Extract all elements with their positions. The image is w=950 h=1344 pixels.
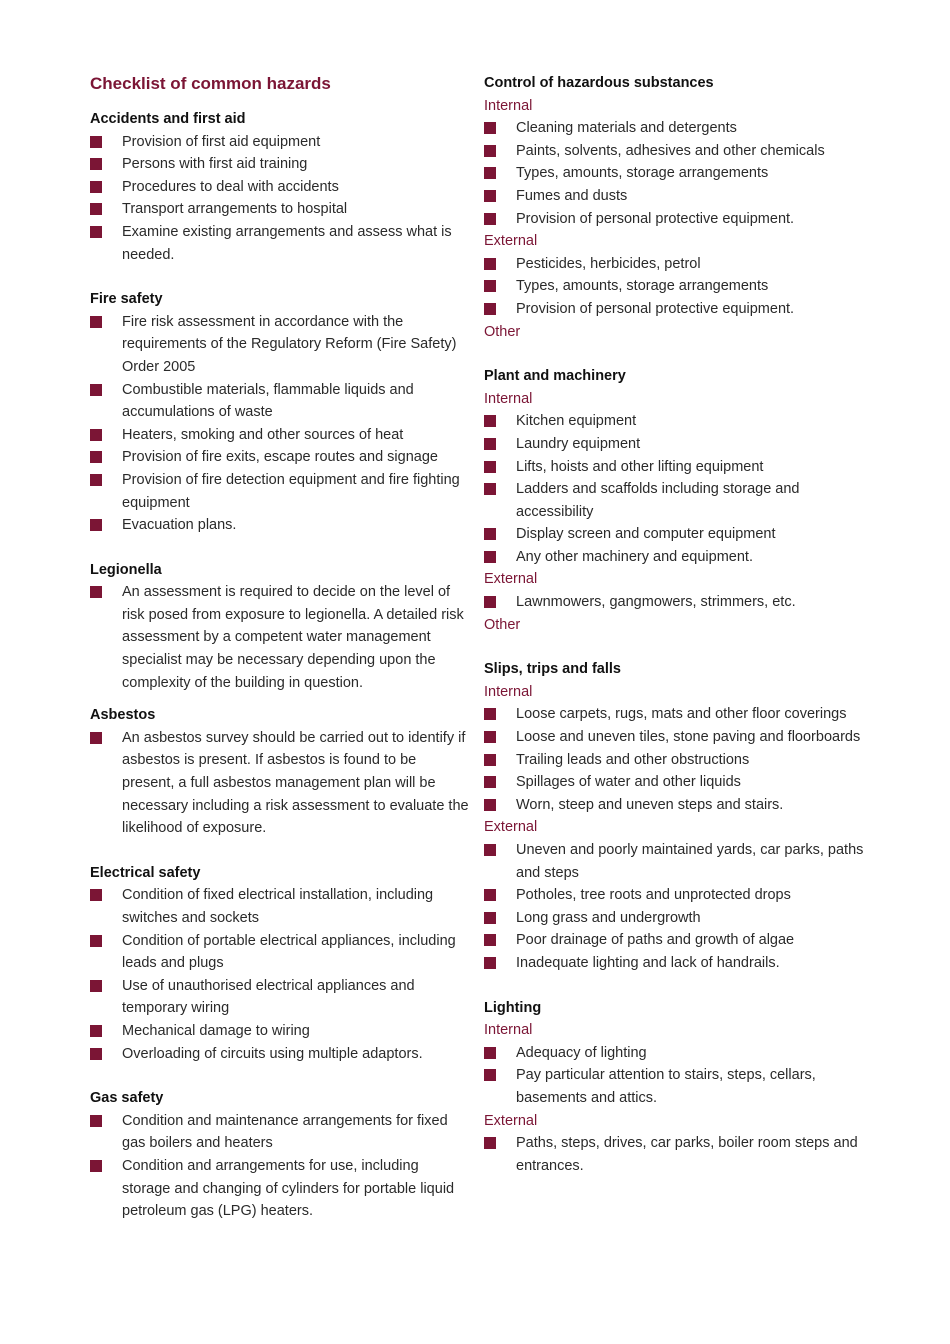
list-item-text: Any other machinery and equipment. bbox=[516, 548, 753, 565]
list-item-text: Long grass and undergrowth bbox=[516, 909, 701, 926]
square-bullet-icon bbox=[484, 957, 496, 969]
square-bullet-icon bbox=[90, 181, 102, 193]
square-bullet-icon bbox=[90, 1025, 102, 1037]
list-item bbox=[90, 1110, 470, 1155]
page-title: Checklist of common hazards bbox=[90, 74, 331, 93]
section-electrical-safety bbox=[90, 862, 470, 1065]
list-item bbox=[90, 311, 470, 379]
checklist bbox=[484, 703, 874, 816]
list-item-text: Display screen and computer equipment bbox=[516, 526, 776, 543]
list-item-text: Trailing leads and other obstructions bbox=[516, 751, 750, 768]
section-heading: Control of hazardous substances bbox=[484, 75, 714, 91]
checklist bbox=[484, 1042, 874, 1110]
list-item-text: Provision of first aid equipment bbox=[122, 133, 321, 150]
list-item bbox=[90, 131, 470, 154]
checklist bbox=[90, 727, 470, 840]
section-fire-safety bbox=[90, 288, 470, 537]
list-item-text: Lifts, hoists and other lifting equipment bbox=[516, 458, 764, 475]
checklist bbox=[90, 131, 470, 267]
list-item bbox=[484, 703, 874, 726]
list-item-text: Loose and uneven tiles, stone paving and floorboards bbox=[516, 729, 861, 746]
list-item-text: Types, amounts, storage arrangements bbox=[516, 278, 769, 295]
checklist bbox=[90, 581, 470, 694]
square-bullet-icon bbox=[484, 258, 496, 270]
list-item bbox=[484, 140, 874, 163]
square-bullet-icon bbox=[90, 519, 102, 531]
list-item-text: An assessment is required to decide on the level of risk posed from exposure to legionella. A detailed risk assessment by a competent water management specialist may be necessary depending upon the complexity of the building in question. bbox=[122, 584, 464, 691]
list-item-text: Condition and arrangements for use, including storage and changing of cylinders for portable liquid petroleum gas (LPG) heaters. bbox=[122, 1157, 455, 1220]
list-item bbox=[484, 253, 874, 276]
subheading-external: External bbox=[484, 233, 538, 250]
section-heading: Lighting bbox=[484, 999, 542, 1016]
square-bullet-icon bbox=[484, 280, 496, 292]
square-bullet-icon bbox=[90, 586, 102, 598]
list-item bbox=[484, 749, 874, 772]
square-bullet-icon bbox=[484, 596, 496, 608]
list-item-text: Heaters, smoking and other sources of heat bbox=[122, 426, 404, 443]
list-item-text: Loose carpets, rugs, mats and other floor coverings bbox=[516, 706, 847, 723]
section-heading: Slips, trips and falls bbox=[484, 661, 621, 678]
left-column bbox=[90, 72, 470, 1245]
square-bullet-icon bbox=[484, 190, 496, 202]
list-item-text: Provision of fire detection equipment and fire fighting equipment bbox=[122, 471, 460, 511]
list-item bbox=[90, 1020, 470, 1043]
list-item bbox=[90, 727, 470, 840]
subheading-internal: Internal bbox=[484, 1022, 533, 1039]
subheading-external: External bbox=[484, 1112, 538, 1129]
list-item bbox=[484, 952, 874, 975]
list-item bbox=[90, 469, 470, 514]
square-bullet-icon bbox=[90, 474, 102, 486]
list-item bbox=[484, 433, 874, 456]
square-bullet-icon bbox=[484, 483, 496, 495]
section-heading: Asbestos bbox=[90, 707, 156, 724]
list-item-text: Condition of portable electrical appliances, including leads and plugs bbox=[122, 932, 456, 972]
list-item bbox=[484, 907, 874, 930]
right-sections bbox=[484, 72, 874, 1177]
square-bullet-icon bbox=[484, 1137, 496, 1149]
list-item bbox=[484, 929, 874, 952]
square-bullet-icon bbox=[484, 708, 496, 720]
list-item bbox=[484, 1042, 874, 1065]
square-bullet-icon bbox=[484, 415, 496, 427]
section-heading: Gas safety bbox=[90, 1090, 164, 1107]
square-bullet-icon bbox=[484, 776, 496, 788]
checklist bbox=[484, 839, 874, 975]
list-item bbox=[484, 456, 874, 479]
list-item-text: Use of unauthorised electrical appliances and temporary wiring bbox=[122, 977, 415, 1017]
list-item bbox=[90, 198, 470, 221]
list-item-text: Condition and maintenance arrangements for fixed gas boilers and heaters bbox=[122, 1112, 448, 1152]
section-legionella bbox=[90, 559, 470, 695]
section-heading: Accidents and first aid bbox=[90, 111, 246, 127]
square-bullet-icon bbox=[90, 429, 102, 441]
square-bullet-icon bbox=[484, 731, 496, 743]
list-item-text: Overloading of circuits using multiple adaptors. bbox=[122, 1045, 423, 1062]
list-item bbox=[484, 591, 874, 614]
checklist bbox=[484, 410, 874, 568]
list-item-text: Persons with first aid training bbox=[122, 156, 308, 173]
list-item-text: Transport arrangements to hospital bbox=[122, 201, 348, 218]
subheading-external: External bbox=[484, 819, 538, 836]
section-heading: Fire safety bbox=[90, 291, 163, 308]
list-item bbox=[484, 1064, 874, 1109]
list-item bbox=[484, 794, 874, 817]
section-heading: Plant and machinery bbox=[484, 368, 626, 385]
square-bullet-icon bbox=[484, 799, 496, 811]
subheading-internal: Internal bbox=[484, 97, 533, 114]
checklist bbox=[484, 253, 874, 321]
list-item-text: Condition of fixed electrical installation, including switches and sockets bbox=[122, 887, 434, 926]
square-bullet-icon bbox=[484, 934, 496, 946]
section-accidents-and-first-aid bbox=[90, 108, 470, 266]
list-item bbox=[484, 275, 874, 298]
list-item bbox=[484, 185, 874, 208]
section-gas-safety bbox=[90, 1087, 470, 1223]
checklist bbox=[484, 117, 874, 230]
list-item-text: Provision of personal protective equipment. bbox=[516, 210, 795, 227]
square-bullet-icon bbox=[484, 528, 496, 540]
list-item-text: Kitchen equipment bbox=[516, 413, 637, 430]
list-item-text: Provision of personal protective equipment. bbox=[516, 300, 795, 317]
list-item bbox=[90, 424, 470, 447]
square-bullet-icon bbox=[90, 935, 102, 947]
list-item bbox=[484, 884, 874, 907]
section-control-of-hazardous-substances bbox=[484, 72, 874, 343]
list-item bbox=[484, 726, 874, 749]
list-item bbox=[90, 153, 470, 176]
square-bullet-icon bbox=[484, 438, 496, 450]
right-column bbox=[484, 72, 874, 1199]
list-item-text: Inadequate lighting and lack of handrails. bbox=[516, 954, 780, 971]
list-item-text: Mechanical damage to wiring bbox=[122, 1022, 310, 1039]
list-item-text: Adequacy of lighting bbox=[516, 1044, 647, 1061]
list-item bbox=[484, 1132, 874, 1177]
list-item bbox=[90, 930, 470, 975]
subheading-internal: Internal bbox=[484, 390, 533, 407]
square-bullet-icon bbox=[484, 145, 496, 157]
square-bullet-icon bbox=[90, 451, 102, 463]
square-bullet-icon bbox=[90, 1115, 102, 1127]
list-item bbox=[484, 117, 874, 140]
list-item-text: Evacuation plans. bbox=[122, 517, 237, 534]
list-item-text: Worn, steep and uneven steps and stairs. bbox=[516, 796, 784, 813]
square-bullet-icon bbox=[484, 889, 496, 901]
list-item bbox=[90, 1155, 470, 1223]
list-item bbox=[484, 839, 874, 884]
list-item bbox=[484, 162, 874, 185]
square-bullet-icon bbox=[90, 316, 102, 328]
square-bullet-icon bbox=[484, 551, 496, 563]
list-item-text: Paths, steps, drives, car parks, boiler room steps and entrances. bbox=[516, 1135, 858, 1174]
checklist bbox=[90, 884, 470, 1065]
square-bullet-icon bbox=[484, 844, 496, 856]
list-item bbox=[90, 975, 470, 1020]
list-item bbox=[484, 298, 874, 321]
list-item-text: Poor drainage of paths and growth of algae bbox=[516, 932, 795, 949]
list-item-text: Fumes and dusts bbox=[516, 187, 628, 204]
square-bullet-icon bbox=[90, 384, 102, 396]
list-item bbox=[484, 546, 874, 569]
list-item-text: Fire risk assessment in accordance with the requirements of the Regulatory Reform (Fire Safety) Order 2005 bbox=[122, 313, 457, 375]
list-item bbox=[90, 379, 470, 424]
section-heading: Legionella bbox=[90, 561, 162, 578]
square-bullet-icon bbox=[90, 1048, 102, 1060]
list-item bbox=[90, 514, 470, 537]
list-item bbox=[484, 208, 874, 231]
subheading-other: Other bbox=[484, 616, 521, 633]
list-item-text: Cleaning materials and detergents bbox=[516, 120, 737, 137]
square-bullet-icon bbox=[90, 732, 102, 744]
list-item-text: Provision of fire exits, escape routes and signage bbox=[122, 449, 438, 466]
list-item-text: Potholes, tree roots and unprotected drops bbox=[516, 887, 791, 904]
list-item bbox=[484, 523, 874, 546]
list-item bbox=[484, 410, 874, 433]
section-heading: Electrical safety bbox=[90, 864, 201, 881]
left-sections bbox=[90, 108, 470, 1223]
square-bullet-icon bbox=[90, 158, 102, 170]
square-bullet-icon bbox=[90, 136, 102, 148]
list-item bbox=[90, 1043, 470, 1066]
list-item bbox=[90, 581, 470, 694]
list-item-text: Procedures to deal with accidents bbox=[122, 178, 339, 195]
square-bullet-icon bbox=[484, 1069, 496, 1081]
square-bullet-icon bbox=[484, 1047, 496, 1059]
square-bullet-icon bbox=[484, 167, 496, 179]
list-item bbox=[90, 884, 470, 929]
square-bullet-icon bbox=[484, 303, 496, 315]
list-item bbox=[90, 221, 470, 266]
list-item bbox=[484, 478, 874, 523]
list-item bbox=[484, 771, 874, 794]
list-item-text: Uneven and poorly maintained yards, car parks, paths and steps bbox=[516, 842, 864, 881]
list-item-text: Pay particular attention to stairs, steps, cellars, basements and attics. bbox=[516, 1067, 816, 1106]
list-item bbox=[90, 446, 470, 469]
list-item-text: Pesticides, herbicides, petrol bbox=[516, 255, 701, 272]
section-lighting bbox=[484, 997, 874, 1178]
list-item-text: Types, amounts, storage arrangements bbox=[516, 165, 769, 182]
list-item bbox=[90, 176, 470, 199]
square-bullet-icon bbox=[90, 980, 102, 992]
square-bullet-icon bbox=[484, 122, 496, 134]
square-bullet-icon bbox=[484, 754, 496, 766]
square-bullet-icon bbox=[484, 213, 496, 225]
list-item-text: Ladders and scaffolds including storage and accessibility bbox=[516, 481, 800, 520]
section-slips-trips-and-falls bbox=[484, 658, 874, 974]
subheading-internal: Internal bbox=[484, 683, 533, 700]
checklist bbox=[90, 1110, 470, 1223]
list-item-text: Combustible materials, flammable liquids and accumulations of waste bbox=[122, 381, 414, 421]
square-bullet-icon bbox=[484, 912, 496, 924]
square-bullet-icon bbox=[484, 461, 496, 473]
square-bullet-icon bbox=[90, 889, 102, 901]
checklist bbox=[484, 591, 874, 614]
checklist bbox=[90, 311, 470, 537]
section-plant-and-machinery bbox=[484, 365, 874, 636]
list-item-text: An asbestos survey should be carried out to identify if asbestos is present. If asbestos is found to be present, a full asbestos management plan will be necessary including a risk assessment to evaluate the likelihood of exposure. bbox=[122, 729, 469, 837]
square-bullet-icon bbox=[90, 226, 102, 238]
list-item-text: Examine existing arrangements and assess what is needed. bbox=[122, 223, 452, 263]
list-item-text: Paints, solvents, adhesives and other chemicals bbox=[516, 142, 825, 159]
square-bullet-icon bbox=[90, 203, 102, 215]
list-item-text: Laundry equipment bbox=[516, 435, 641, 452]
square-bullet-icon bbox=[90, 1160, 102, 1172]
list-item-text: Spillages of water and other liquids bbox=[516, 774, 741, 791]
list-item-text: Lawnmowers, gangmowers, strimmers, etc. bbox=[516, 594, 796, 611]
checklist bbox=[484, 1132, 874, 1177]
section-asbestos bbox=[90, 704, 470, 840]
subheading-external: External bbox=[484, 571, 538, 588]
subheading-other: Other bbox=[484, 323, 521, 340]
